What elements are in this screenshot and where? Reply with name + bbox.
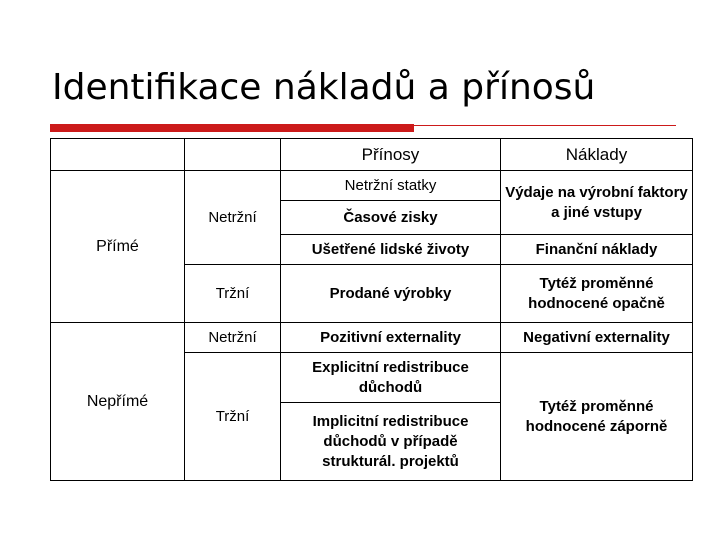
title-underline-accent [50, 124, 414, 132]
row-subgroup-market: Tržní [185, 265, 281, 323]
benefit-cell: Ušetřené lidské životy [281, 235, 501, 265]
cost-cell: Finanční náklady [501, 235, 693, 265]
benefit-cell: Netržní statky [281, 171, 501, 201]
header-empty-cell [185, 139, 281, 171]
cost-benefit-table [50, 138, 693, 481]
page-title: Identifikace nákladů a přínosů [52, 67, 596, 108]
benefit-cell: Implicitní redistribuce důchodů v případě strukturál. projektů [281, 403, 501, 481]
benefit-cell: Pozitivní externality [281, 323, 501, 353]
cost-cell: Tytéž proměnné hodnocené opačně [501, 265, 693, 323]
cost-cell: Výdaje na výrobní faktory a jiné vstupy [501, 171, 693, 235]
row-subgroup-nonmarket: Netržní [185, 323, 281, 353]
header-empty-cell [51, 139, 185, 171]
row-subgroup-market: Tržní [185, 353, 281, 481]
benefit-cell: Časové zisky [281, 201, 501, 235]
cost-cell: Tytéž proměnné hodnocené záporně [501, 353, 693, 481]
row-group-direct: Přímé [51, 171, 185, 323]
row-subgroup-nonmarket: Netržní [185, 171, 281, 265]
row-group-indirect: Nepřímé [51, 323, 185, 481]
header-costs: Náklady [501, 139, 693, 171]
benefit-cell: Explicitní redistribuce důchodů [281, 353, 501, 403]
benefit-cell: Prodané výrobky [281, 265, 501, 323]
header-benefits: Přínosy [281, 139, 501, 171]
cost-cell: Negativní externality [501, 323, 693, 353]
